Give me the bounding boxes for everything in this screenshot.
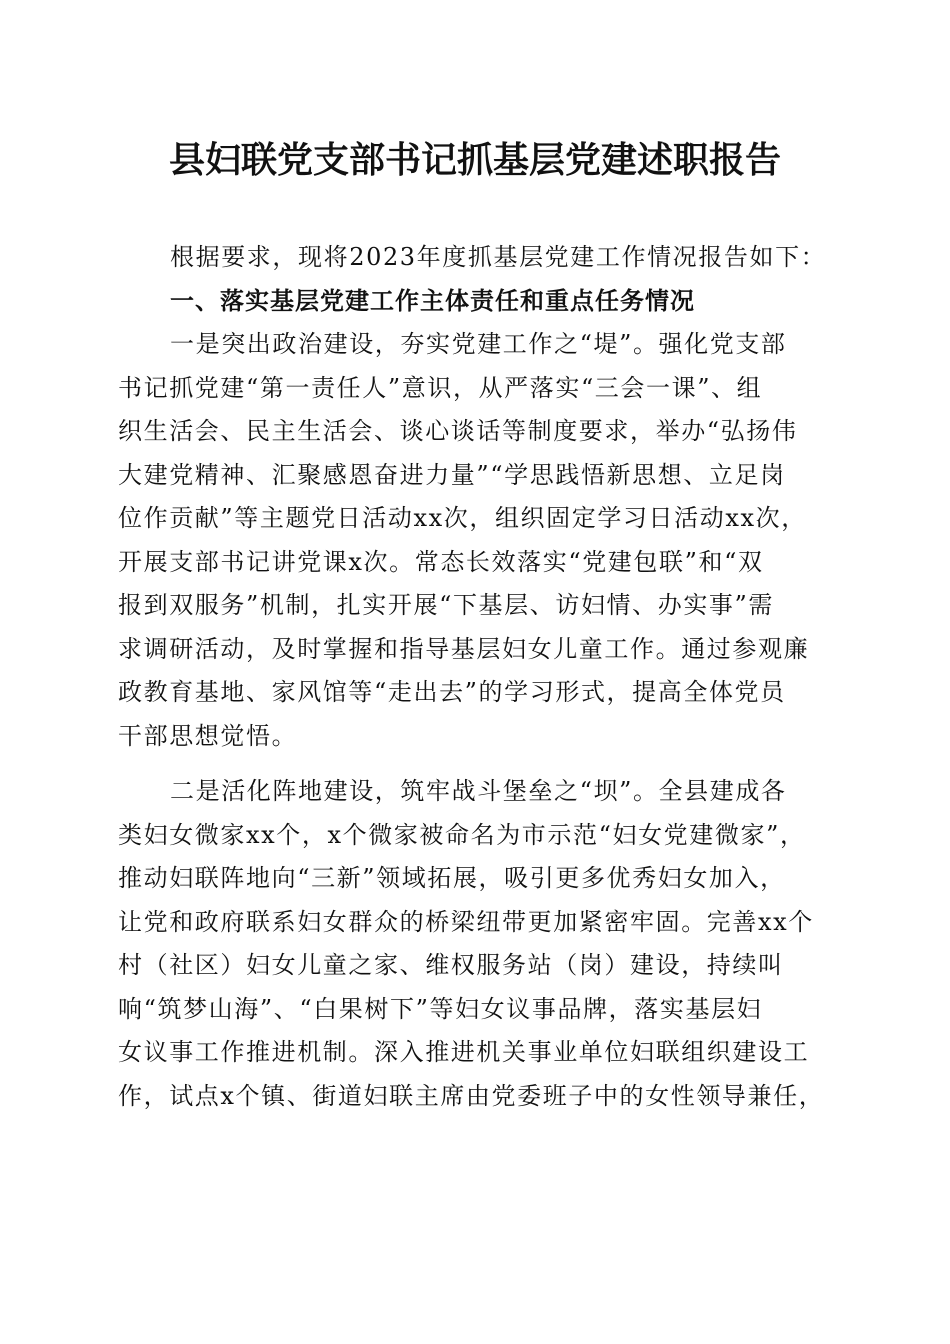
intro-paragraph: 根据要求，现将2023年度抓基层党建工作情况报告如下： (170, 243, 827, 271)
paragraph-line: 类妇女微家xx个，x个微家被命名为市示范“妇女党建微家”， (118, 820, 806, 849)
paragraph-line: 作，试点x个镇、街道妇联主席由党委班子中的女性领导兼任， (118, 1081, 825, 1110)
paragraph-line: 政教育基地、家风馆等“走出去”的学习形式，提高全体党员 (118, 678, 786, 706)
paragraph-line: 书记抓党建“第一责任人”意识，从严落实“三会一课”、组 (118, 373, 763, 402)
paragraph-line: 报到双服务”机制，扎实开展“下基层、访妇情、办实事”需 (118, 591, 775, 619)
document-body (118, 236, 834, 1118)
paragraph-line: 响“筑梦山海”、“白果树下”等妇女议事品牌，落实基层妇 (118, 994, 763, 1023)
paragraph-line: 二是活化阵地建设，筑牢战斗堡垒之“坝”。全县建成各 (170, 777, 787, 805)
paragraph-spacer (118, 758, 834, 770)
paragraph-line: 女议事工作推进机制。深入推进机关事业单位妇联组织建设工 (118, 1038, 810, 1066)
paragraph-position-building (118, 770, 834, 1118)
paragraph-line: 干部思想觉悟。 (118, 721, 298, 750)
paragraph-line: 让党和政府联系妇女群众的桥梁纽带更加紧密牢固。完善xx个 (118, 907, 814, 936)
section-heading: 一、落实基层党建工作主体责任和重点任务情况 (170, 286, 695, 315)
paragraph-line: 求调研活动，及时掌握和指导基层妇女儿童工作。通过参观廉 (118, 634, 810, 663)
paragraph-line: 大建党精神、汇聚感恩奋进力量”“学思践悟新思想、立足岗 (118, 460, 786, 489)
paragraph-line: 一是突出政治建设，夯实党建工作之“堤”。强化党支部 (170, 330, 787, 358)
document-title: 县妇联党支部书记抓基层党建述职报告 (168, 139, 781, 181)
paragraph-line: 推动妇联阵地向“三新”领域拓展，吸引更多优秀妇女加入， (118, 864, 786, 892)
paragraph-political-building (118, 323, 834, 758)
paragraph-line: 位作贡献”等主题党日活动xx次，组织固定学习日活动xx次， (118, 504, 807, 532)
paragraph-line: 村（社区）妇女儿童之家、维权服务站（岗）建设，持续叫 (118, 951, 784, 979)
paragraph-line: 织生活会、民主生活会、谈心谈话等制度要求，举办“弘扬伟 (118, 417, 798, 445)
paragraph-line: 开展支部书记讲党课x次。常态长效落实“党建包联”和“双 (118, 547, 764, 576)
